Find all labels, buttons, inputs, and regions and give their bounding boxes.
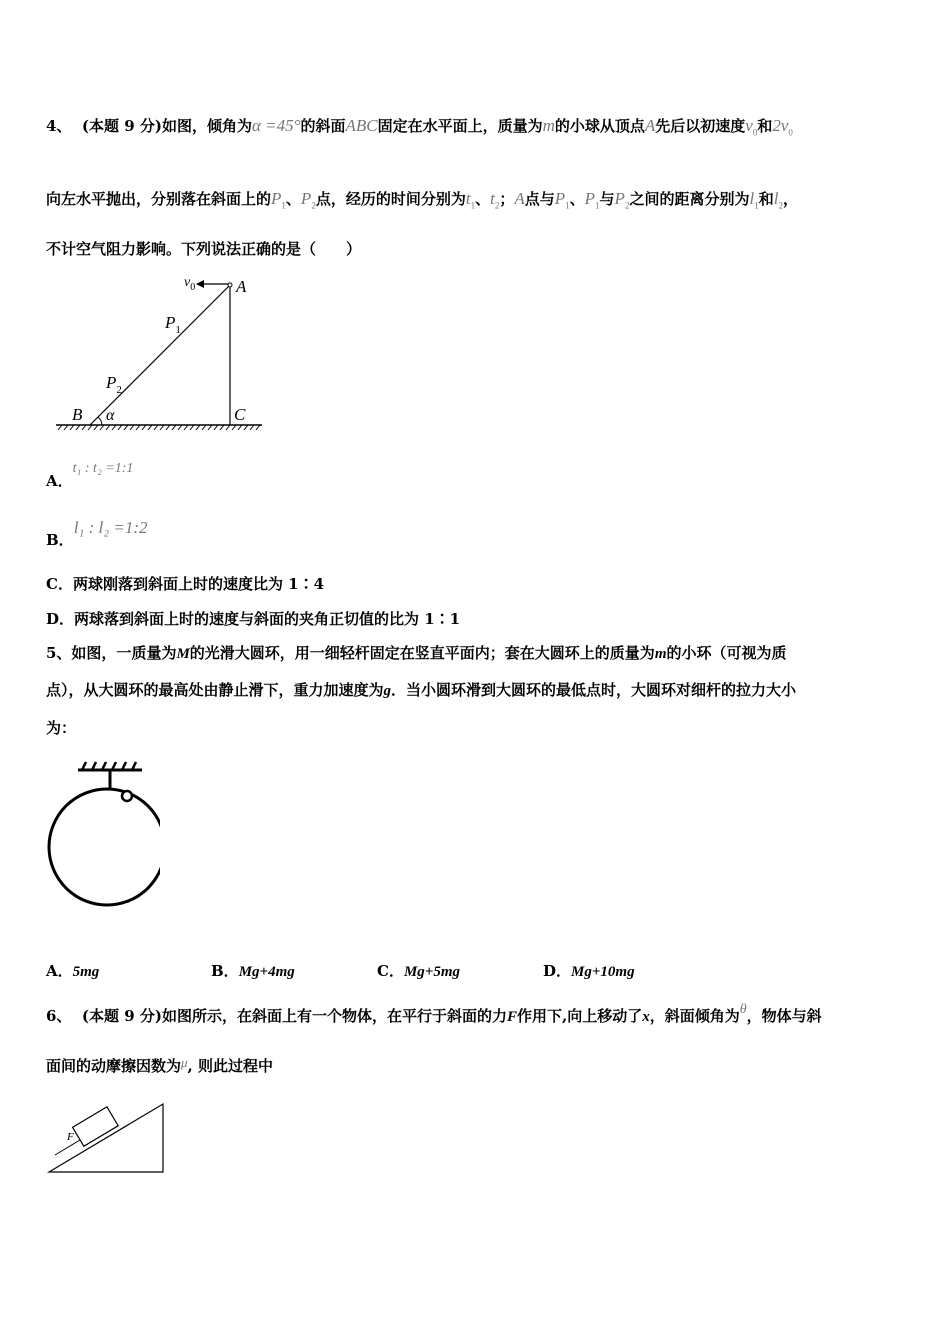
q5-line1: 5、如图，一质量为M的光滑大圆环，用一细轻杆固定在竖直平面内；套在大圆环上的质量为m的小环（可视为质 [46, 644, 787, 662]
incline-abc-figure [50, 270, 270, 435]
ring-figure [40, 760, 160, 910]
q4-option-d: D．两球落到斜面上时的速度与斜面的夹角正切值的比为 1∶1 [46, 610, 461, 628]
q6-line2: 面间的动摩擦因数为μ, 则此过程中 [46, 1055, 273, 1075]
large-ring [49, 789, 160, 905]
label-v0: $v_0$ [184, 275, 196, 293]
q4-option-c: C．两球刚落到斜面上时的速度比为 1∶4 [46, 575, 325, 593]
label-f: F [67, 1131, 74, 1143]
q4-line1: 4、 (本题 9 分)如图，倾角为α =45°的斜面ABC固定在水平面上，质量为m的小球从顶点A先后以初速度$v_0$和$2v_0$ [46, 116, 793, 138]
label-c: C [234, 405, 246, 424]
block-incline-figure [45, 1100, 170, 1180]
incline-line [90, 285, 230, 425]
q5-option-a: A．5mg [46, 962, 100, 980]
q4-line3: 不计空气阻力影响。下列说法正确的是（ ） [46, 240, 362, 258]
label-a: A [236, 277, 247, 296]
q5-line2: 点），从大圆环的最高处由静止滑下，重力加速度为g．当小圆环滑到大圆环的最低点时，大圆环对细杆的拉力大小 [46, 681, 797, 699]
small-ring [122, 791, 132, 801]
q5-option-d: D．Mg+10mg [543, 962, 635, 980]
q4-option-a: A．t₁ : t₂ =1:1 [46, 461, 134, 490]
label-p2: $P_2$ [106, 373, 122, 396]
q5-option-b: B．Mg+4mg [211, 962, 295, 980]
q5-option-c: C．Mg+5mg [377, 962, 461, 980]
alpha-expression: α =45° [251, 116, 301, 135]
q5-line3: 为： [46, 719, 77, 737]
angle-arc [98, 417, 102, 425]
label-b: B [72, 405, 83, 424]
top-point-a [228, 283, 232, 287]
label-alpha: α [106, 407, 115, 424]
q4-line2: 向左水平抛出，分别落在斜面上的$P_1$、$P_2$点，经历的时间分别为$t_1$、$t_2$；A点与$P_1$、$P_1$与$P_2$之间的距离分别为$l_1$和$l_2$， [46, 189, 798, 211]
velocity-arrowhead [196, 280, 204, 288]
q6-line1: 6、 (本题 9 分)如图所示，在斜面上有一个物体，在平行于斜面的力F作用下,向上移动了x，斜面倾角为θ，物体与斜 [46, 1002, 822, 1025]
label-p1: $P_1$ [165, 313, 181, 336]
q4-option-b: B．l₁ : l₂ =1:2 [46, 518, 148, 549]
